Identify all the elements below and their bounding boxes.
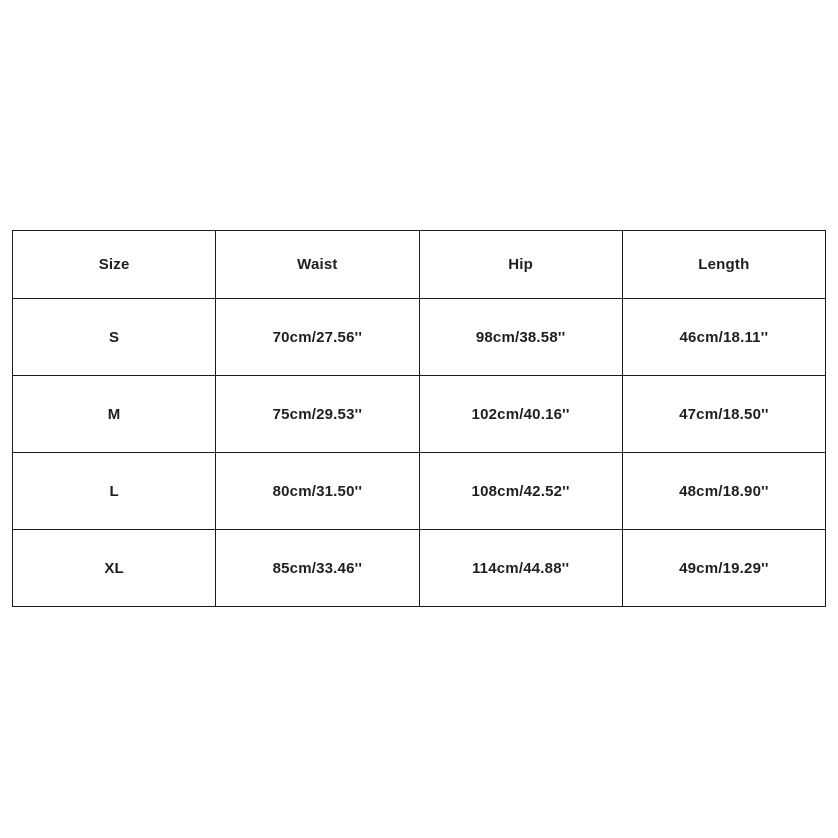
column-header-waist: Waist xyxy=(216,231,419,299)
column-header-hip: Hip xyxy=(419,231,622,299)
waist-cell: 70cm/27.56'' xyxy=(216,299,419,376)
table-row-m xyxy=(13,376,826,453)
table-row-l xyxy=(13,453,826,530)
hip-cell: 98cm/38.58'' xyxy=(419,299,622,376)
size-cell: L xyxy=(13,453,216,530)
length-cell: 49cm/19.29'' xyxy=(622,530,825,607)
table-row-s xyxy=(13,299,826,376)
size-chart-table xyxy=(12,230,826,607)
waist-cell: 80cm/31.50'' xyxy=(216,453,419,530)
column-header-length: Length xyxy=(622,231,825,299)
table-header-row xyxy=(13,231,826,299)
hip-cell: 108cm/42.52'' xyxy=(419,453,622,530)
size-cell: S xyxy=(13,299,216,376)
size-cell: M xyxy=(13,376,216,453)
column-header-size: Size xyxy=(13,231,216,299)
hip-cell: 102cm/40.16'' xyxy=(419,376,622,453)
hip-cell: 114cm/44.88'' xyxy=(419,530,622,607)
length-cell: 48cm/18.90'' xyxy=(622,453,825,530)
waist-cell: 75cm/29.53'' xyxy=(216,376,419,453)
size-cell: XL xyxy=(13,530,216,607)
table-row-xl xyxy=(13,530,826,607)
length-cell: 47cm/18.50'' xyxy=(622,376,825,453)
length-cell: 46cm/18.11'' xyxy=(622,299,825,376)
waist-cell: 85cm/33.46'' xyxy=(216,530,419,607)
